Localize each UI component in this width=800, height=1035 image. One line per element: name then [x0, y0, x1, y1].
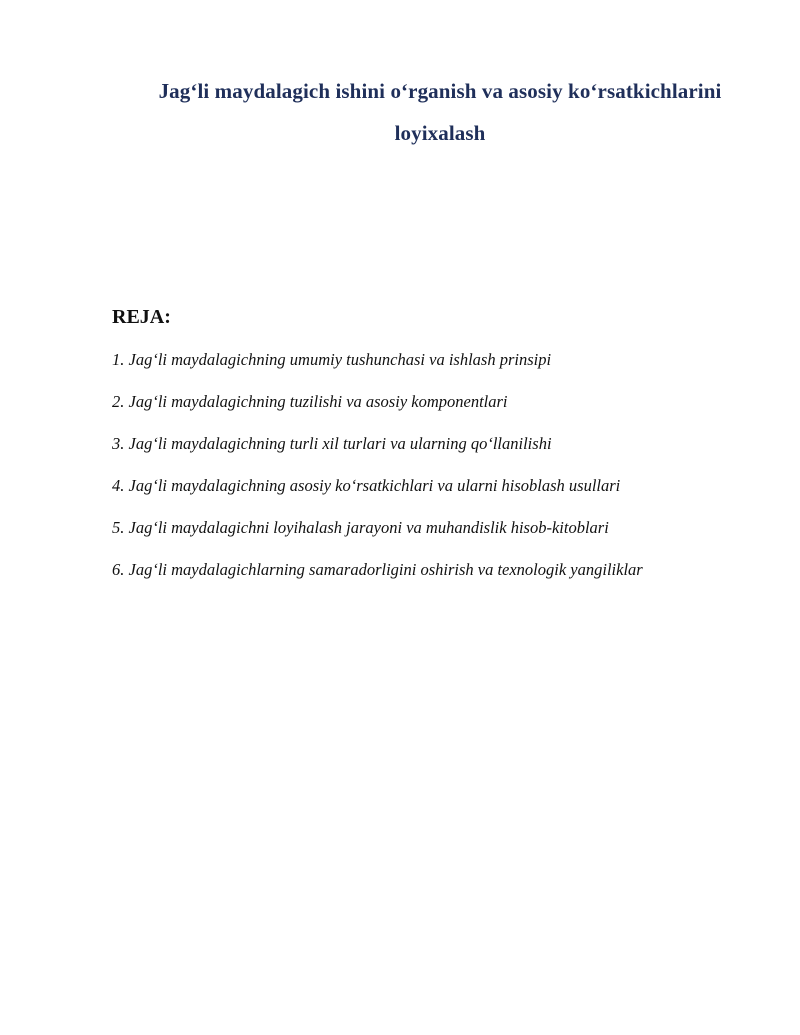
- plan-item-4: 4. Jag‘li maydalagichning asosiy ko‘rsatkichlari va ularni hisoblash usullari: [112, 476, 621, 495]
- plan-item-2: 2. Jag‘li maydalagichning tuzilishi va asosiy komponentlari: [112, 392, 508, 411]
- document-title-line-2: loyixalash: [394, 121, 486, 145]
- plan-item-5: 5. Jag‘li maydalagichni loyihalash jarayoni va muhandislik hisob-kitoblari: [112, 518, 609, 537]
- document-title: [80, 70, 800, 154]
- plan-list: [112, 347, 772, 599]
- plan-heading: REJA:: [112, 306, 171, 328]
- plan-item-1: 1. Jag‘li maydalagichning umumiy tushunchasi va ishlash prinsipi: [112, 350, 552, 369]
- plan-item-3: 3. Jag‘li maydalagichning turli xil turlari va ularning qo‘llanilishi: [112, 434, 552, 453]
- plan-item-6: 6. Jag‘li maydalagichlarning samaradorligini oshirish va texnologik yangiliklar: [112, 560, 643, 579]
- document-title-line-1: Jag‘li maydalagich ishini o‘rganish va asosiy ko‘rsatkichlarini: [158, 79, 722, 103]
